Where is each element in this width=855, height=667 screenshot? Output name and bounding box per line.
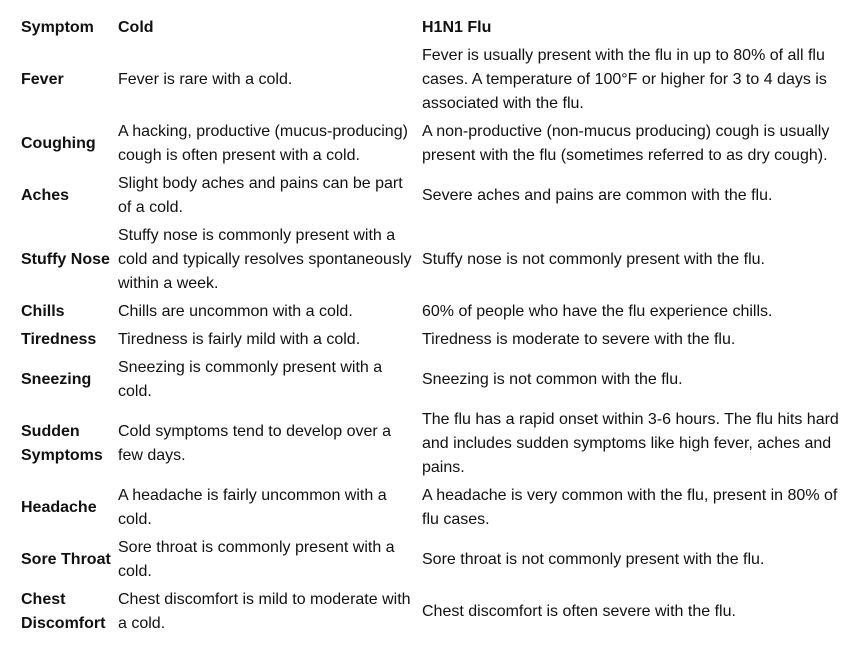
symptom-cell: Sudden Symptoms [21, 423, 103, 464]
symptom-cell: Sneezing [21, 371, 92, 388]
cold-cell: Stuffy nose is commonly present with a cold and typically resolves spontaneously within a week. [118, 227, 412, 292]
flu-cell: Stuffy nose is not commonly present with the flu. [422, 251, 765, 268]
symptom-cell: Sore Throat [21, 551, 111, 568]
cold-cell: Fever is rare with a cold. [118, 71, 293, 88]
table-row [18, 120, 848, 172]
header-row [18, 16, 848, 44]
table-row [18, 328, 848, 356]
symptom-comparison-table [18, 16, 848, 640]
flu-cell: 60% of people who have the flu experience chills. [422, 303, 773, 320]
symptom-cell: Aches [21, 187, 70, 204]
table-row [18, 356, 848, 408]
cold-cell: Sore throat is commonly present with a cold. [118, 539, 395, 580]
table-row [18, 484, 848, 536]
table-row [18, 172, 848, 224]
header-symptom: Symptom [21, 19, 94, 36]
cold-cell: Sneezing is commonly present with a cold. [118, 359, 383, 400]
cold-cell: Cold symptoms tend to develop over a few days. [118, 423, 392, 464]
flu-cell: The flu has a rapid onset within 3-6 hours. The flu hits hard and includes sudden symptoms like high fever, aches and pains. [422, 411, 839, 476]
cold-cell: Chills are uncommon with a cold. [118, 303, 353, 320]
cold-cell: Chest discomfort is mild to moderate with a cold. [118, 591, 411, 632]
flu-cell: Chest discomfort is often severe with the flu. [422, 603, 736, 620]
table-row [18, 300, 848, 328]
flu-cell: Fever is usually present with the flu in up to 80% of all flu cases. A temperature of 100°F or higher for 3 to 4 days is associated with the flu. [422, 47, 827, 112]
cold-cell: A hacking, productive (mucus-producing) cough is often present with a cold. [118, 123, 408, 164]
flu-cell: Sneezing is not common with the flu. [422, 371, 683, 388]
cold-cell: Tiredness is fairly mild with a cold. [118, 331, 361, 348]
flu-cell: Sore throat is not commonly present with the flu. [422, 551, 765, 568]
symptom-cell: Tiredness [21, 331, 97, 348]
symptom-cell: Stuffy Nose [21, 251, 110, 268]
table-row [18, 536, 848, 588]
table-row [18, 588, 848, 640]
header-flu: H1N1 Flu [422, 19, 492, 36]
symptom-cell: Fever [21, 71, 64, 88]
cold-cell: Slight body aches and pains can be part of a cold. [118, 175, 403, 216]
flu-cell: A headache is very common with the flu, present in 80% of flu cases. [422, 487, 838, 528]
symptom-cell: Coughing [21, 135, 96, 152]
table-row [18, 408, 848, 484]
table-row [18, 44, 848, 120]
flu-cell: Tiredness is moderate to severe with the flu. [422, 331, 736, 348]
cold-cell: A headache is fairly uncommon with a cold. [118, 487, 387, 528]
symptom-cell: Chills [21, 303, 65, 320]
header-cold: Cold [118, 19, 154, 36]
flu-cell: Severe aches and pains are common with the flu. [422, 187, 773, 204]
table-row [18, 224, 848, 300]
symptom-cell: Headache [21, 499, 97, 516]
flu-cell: A non-productive (non-mucus producing) cough is usually present with the flu (sometimes referred to as dry cough). [422, 123, 830, 164]
symptom-cell: Chest Discomfort [21, 591, 106, 632]
